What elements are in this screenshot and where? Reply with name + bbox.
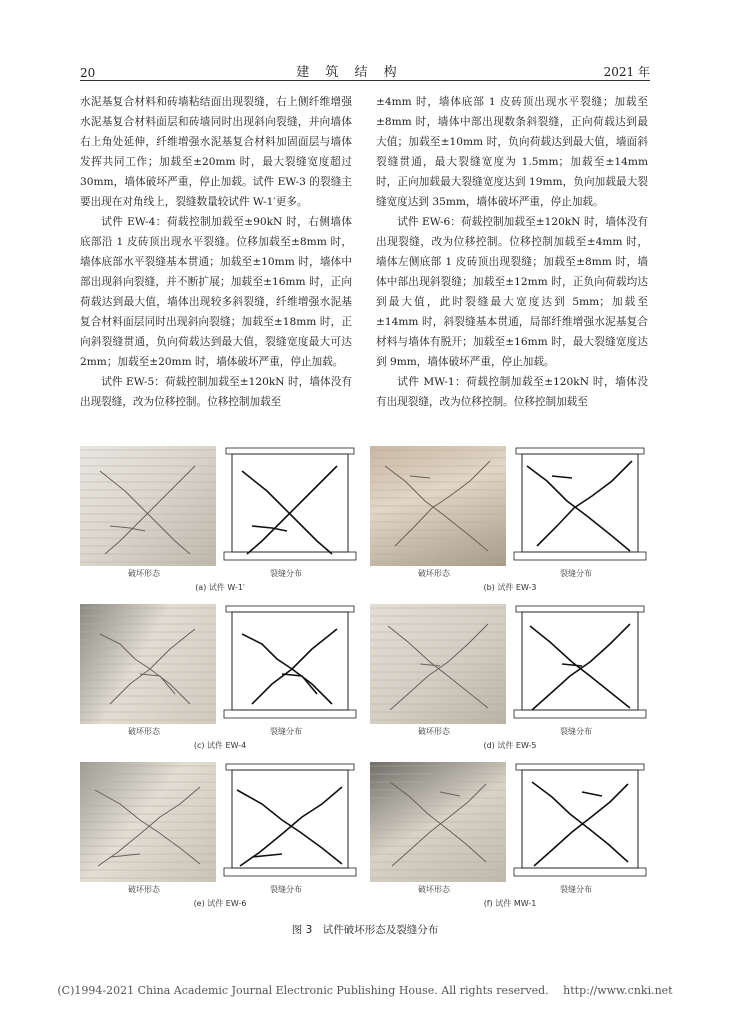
figure-panel xyxy=(370,762,650,915)
figure-caption: 图 3 试件破坏形态及裂缝分布 xyxy=(291,924,439,936)
panel-label: (b) 试件 EW-3 xyxy=(483,583,537,592)
photo-caption: 破坏形态 xyxy=(418,569,450,578)
crack-sketch xyxy=(222,762,358,882)
paragraph: 试件 EW-5：荷载控制加载至±120kN 时，墙体没有出现裂缝，改为位移控制。位移控制加载至 xyxy=(80,376,352,408)
failure-photo xyxy=(370,446,506,566)
brick-wall-image xyxy=(370,604,506,724)
figure-panel xyxy=(80,604,360,757)
failure-photo xyxy=(370,762,506,882)
failure-photo xyxy=(80,762,216,882)
paragraph: ±4mm 时，墙体底部 1 皮砖顶出现水平裂缝；加载至±8mm 时，墙体中部出现数条斜裂缝，正向荷载达到最大值；加载至±10mm 时，负向荷载达到最大值，墙面斜裂缝贯通，最大裂缝宽度为 1.5mm；加载至±14mm 时，正向加载最大裂缝宽度达到 19mm，负向加载最大裂缝宽度达到 35mm，墙体破坏严重，停止加载。 xyxy=(376,96,648,208)
copyright-footer: (C)1994-2021 China Academic Journal Electronic Publishing House. All rights reserved. http://www.cnki.net xyxy=(57,984,673,997)
photo-caption: 破坏形态 xyxy=(128,885,160,894)
sketch-caption: 裂缝分布 xyxy=(270,569,302,578)
crack-sketch xyxy=(512,446,648,566)
brick-wall-image xyxy=(80,446,216,566)
crack-sketch xyxy=(512,604,648,724)
failure-photo xyxy=(370,604,506,724)
figure-panel xyxy=(370,446,650,599)
left-column xyxy=(80,92,352,412)
brick-wall-image xyxy=(80,604,216,724)
sketch-caption: 裂缝分布 xyxy=(560,727,592,736)
photo-caption: 破坏形态 xyxy=(128,727,160,736)
panel-label: (c) 试件 EW-4 xyxy=(193,741,247,750)
brick-wall-image xyxy=(370,446,506,566)
paragraph: 试件 EW-6：荷载控制加载至±120kN 时，墙体没有出现裂缝，改为位移控制。位移控制加载至±4mm 时，墙体左侧底部 1 皮砖顶出现裂缝；加载至±8mm 时，墙体中部出现斜裂缝；加载至±12mm 时，正负向荷载均达到最大值，此时裂缝最大宽度达到 5mm；加载至±14mm 时，斜裂缝基本贯通，局部纤维增强水泥基复合材料与墙体有脱开；加载至±16mm 时，最大裂缝宽度达到 9mm，墙体破坏严重，停止加载。 xyxy=(376,216,648,368)
crack-distribution-drawing xyxy=(512,446,648,566)
header-rule xyxy=(80,80,650,81)
photo-caption: 破坏形态 xyxy=(418,885,450,894)
failure-photo xyxy=(80,446,216,566)
crack-distribution-drawing xyxy=(512,604,648,724)
panel-label: (d) 试件 EW-5 xyxy=(483,741,537,750)
panel-label: (f) 试件 MW-1 xyxy=(483,899,537,908)
crack-sketch xyxy=(222,446,358,566)
sketch-caption: 裂缝分布 xyxy=(270,885,302,894)
journal-name: 建 筑 结 构 xyxy=(296,65,403,80)
figure-3 xyxy=(80,446,650,916)
figure-panel xyxy=(370,604,650,757)
paragraph: 试件 MW-1：荷载控制加载至±120kN 时，墙体没有出现裂缝，改为位移控制。位移控制加载至 xyxy=(376,376,648,408)
panel-label: (a) 试件 W-1′ xyxy=(195,583,245,592)
failure-photo xyxy=(80,604,216,724)
publication-year: 2021 年 xyxy=(603,65,650,79)
photo-caption: 破坏形态 xyxy=(128,569,160,578)
paragraph: 试件 EW-4：荷载控制加载至±90kN 时，右侧墙体底部沿 1 皮砖顶出现水平裂缝。位移加载至±8mm 时，墙体底部水平裂缝基本贯通；加载至±10mm 时，墙体中部出现斜向裂缝，并不断扩展；加载至±16mm 时，正向荷载达到最大值，墙体出现较多斜裂缝，纤维增强水泥基复合材料面层同时出现斜向裂缝；加载至±18mm 时，正向斜裂缝贯通，负向荷载达到最大值，裂缝宽度最大可达 2mm；加载至±20mm 时，墙体破坏严重，停止加载。 xyxy=(80,216,352,368)
paragraph: 水泥基复合材料和砖墙粘结面出现裂缝，右上侧纤维增强水泥基复合材料面层和砖墙同时出现斜向裂缝，并向墙体右上角处延伸，纤维增强水泥基复合材料加固面层与墙体发挥共同工作；加载至±20mm 时，最大裂缝宽度超过 30mm，墙体破坏严重，停止加载。试件 EW-3 的裂缝主要出现在对角线上，裂缝数量较试件 W-1′更多。 xyxy=(80,96,352,208)
brick-wall-image xyxy=(370,762,506,882)
figure-panel xyxy=(80,446,360,599)
crack-distribution-drawing xyxy=(222,446,358,566)
crack-distribution-drawing xyxy=(222,604,358,724)
page-header xyxy=(80,56,650,80)
brick-wall-image xyxy=(80,762,216,882)
panel-label: (e) 试件 EW-6 xyxy=(193,899,247,908)
right-column xyxy=(376,92,648,412)
photo-caption: 破坏形态 xyxy=(418,727,450,736)
crack-sketch xyxy=(222,604,358,724)
figure-panel xyxy=(80,762,360,915)
crack-sketch xyxy=(512,762,648,882)
page-number: 20 xyxy=(80,66,96,80)
sketch-caption: 裂缝分布 xyxy=(560,885,592,894)
sketch-caption: 裂缝分布 xyxy=(270,727,302,736)
crack-distribution-drawing xyxy=(512,762,648,882)
sketch-caption: 裂缝分布 xyxy=(560,569,592,578)
crack-distribution-drawing xyxy=(222,762,358,882)
